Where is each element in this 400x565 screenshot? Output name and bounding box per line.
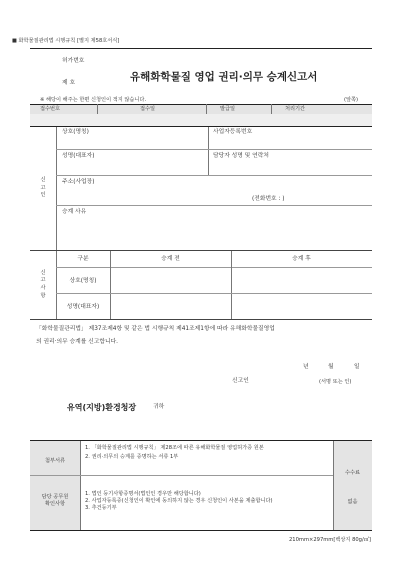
address-label: 주소(사업장) xyxy=(62,179,95,185)
addressee-office: 유역(지방)환경청장 xyxy=(67,403,137,412)
applicant-label-divider xyxy=(56,127,57,250)
applicant-column-divider xyxy=(208,127,209,175)
paper-size-note: 210mm×297mm[백상지 80g/㎡] xyxy=(289,537,371,543)
report-label-char: 고 xyxy=(40,277,46,284)
fill-instruction-note: ※ 해당이 해주는 한편 신청인이 적지 않습니다. xyxy=(40,97,147,103)
row-company-label: 상호(명칭) xyxy=(69,278,97,284)
top-rule xyxy=(30,48,372,49)
fee-column xyxy=(333,441,372,530)
verify-item: 2. 사업자등록증(신청인이 확인에 동의하지 않는 경우 신청인이 사본을 제출합니다) xyxy=(85,497,273,504)
applicant-row-line-1 xyxy=(56,149,372,150)
receipt-bar xyxy=(30,104,372,114)
applicant-row-line-3 xyxy=(56,205,372,206)
receipt-value-row xyxy=(30,114,372,126)
report-row-line xyxy=(56,293,372,294)
col-after-header: 승계 후 xyxy=(292,256,311,262)
signature-field[interactable]: (서명 또는 인) xyxy=(319,379,352,385)
page-side-label: (앞쪽) xyxy=(344,97,359,103)
applicant-label-char: 고 xyxy=(40,184,46,191)
report-header-line xyxy=(56,267,372,268)
report-section-label xyxy=(30,251,56,319)
attachments-top-border xyxy=(30,440,372,441)
document-title: 유해화학물질 영업 권리·의무 승계신고서 xyxy=(130,71,318,83)
applicant-row-line-2 xyxy=(56,175,372,176)
form-reference: ■ 화학물질관리법 시행규칙 [별지 제58호서식] xyxy=(12,38,120,44)
contact-person-label: 담당자 성명 및 연락처 xyxy=(213,153,269,159)
date-month-label: 월 xyxy=(328,364,334,370)
signer-label: 신고인 xyxy=(232,378,249,384)
fee-label: 수수료 xyxy=(344,470,361,476)
attachments-divider-right xyxy=(333,441,334,530)
report-bottom-border xyxy=(30,319,372,320)
representative-name-label: 성명(대표자) xyxy=(62,153,95,159)
succession-reason-label: 승계 사유 xyxy=(62,209,87,215)
report-label-char: 신 xyxy=(40,269,46,276)
receipt-divider-1 xyxy=(97,104,98,114)
verify-item: 3. 추건등기부 xyxy=(85,504,117,511)
submit-item: 2. 권리·의무의 승계를 증명하는 서류 1부 xyxy=(85,453,179,460)
submit-documents-list xyxy=(85,445,331,461)
date-day-label: 일 xyxy=(354,364,360,370)
receipt-divider-3 xyxy=(271,104,272,114)
col-category-header: 구분 xyxy=(77,256,89,262)
submit-item: 1. 「화학물질관리법 시행규칙」 제28조에 따른 유해화학물질 영업허가증 원본 xyxy=(85,445,264,451)
issue-date-label: 발급일 xyxy=(220,106,236,112)
company-name-label: 상호(명칭) xyxy=(62,129,89,135)
row-representative-label: 성명(대표자) xyxy=(66,304,100,310)
processing-period-label: 처리기간 xyxy=(285,106,306,112)
receipt-date-label: 접수일 xyxy=(140,106,156,112)
receipt-number-label: 접수번호 xyxy=(40,106,61,112)
submit-documents-label: 첨부서류 xyxy=(44,458,66,464)
report-label-char: 사 xyxy=(40,285,46,291)
statement-line-1: 「화학물질관리법」 제37조제4항 및 같은 법 시행규칙 제41조제1항에 따라 유해화학물질영업 xyxy=(36,326,275,332)
applicant-label-char: 인 xyxy=(40,192,46,199)
business-reg-number-label: 사업자등록번호 xyxy=(213,129,253,135)
attachments-divider-left xyxy=(80,441,81,530)
statement-line-2: 의 권리·의무 승계를 신고합니다. xyxy=(36,339,119,345)
addressee-suffix: 귀하 xyxy=(153,404,165,410)
receipt-bar-bottom-border xyxy=(30,126,372,127)
permit-number-field: 제 호 xyxy=(62,80,76,86)
verify-item: 1. 법인 등기사항증명서(법인인 경우만 해당합니다) xyxy=(85,491,201,497)
phone-number-field[interactable]: (전화번호 : ) xyxy=(252,196,285,202)
attachments-bottom-border xyxy=(30,530,372,531)
report-label-char: 항 xyxy=(40,292,46,299)
applicant-bottom-border xyxy=(30,250,372,251)
receipt-bar-top-border xyxy=(30,104,372,105)
report-column-divider-2 xyxy=(231,251,232,319)
date-year-label: 년 xyxy=(303,364,309,370)
fee-value: 없음 xyxy=(347,499,358,505)
verify-label-line: 확인사항 xyxy=(44,500,66,507)
attachments-label-column xyxy=(30,441,80,530)
col-before-header: 승계 전 xyxy=(161,256,180,262)
official-verification-list xyxy=(85,491,331,511)
receipt-divider-2 xyxy=(206,104,207,114)
applicant-label-char: 신 xyxy=(40,177,46,184)
permit-number-label: 허가번호 xyxy=(62,58,85,64)
official-verification-label xyxy=(30,494,80,508)
applicant-section-label xyxy=(30,127,56,250)
attachments-row-line xyxy=(30,475,333,476)
verify-label-line: 담당 공무원 xyxy=(41,494,69,500)
report-column-divider-1 xyxy=(110,251,111,319)
